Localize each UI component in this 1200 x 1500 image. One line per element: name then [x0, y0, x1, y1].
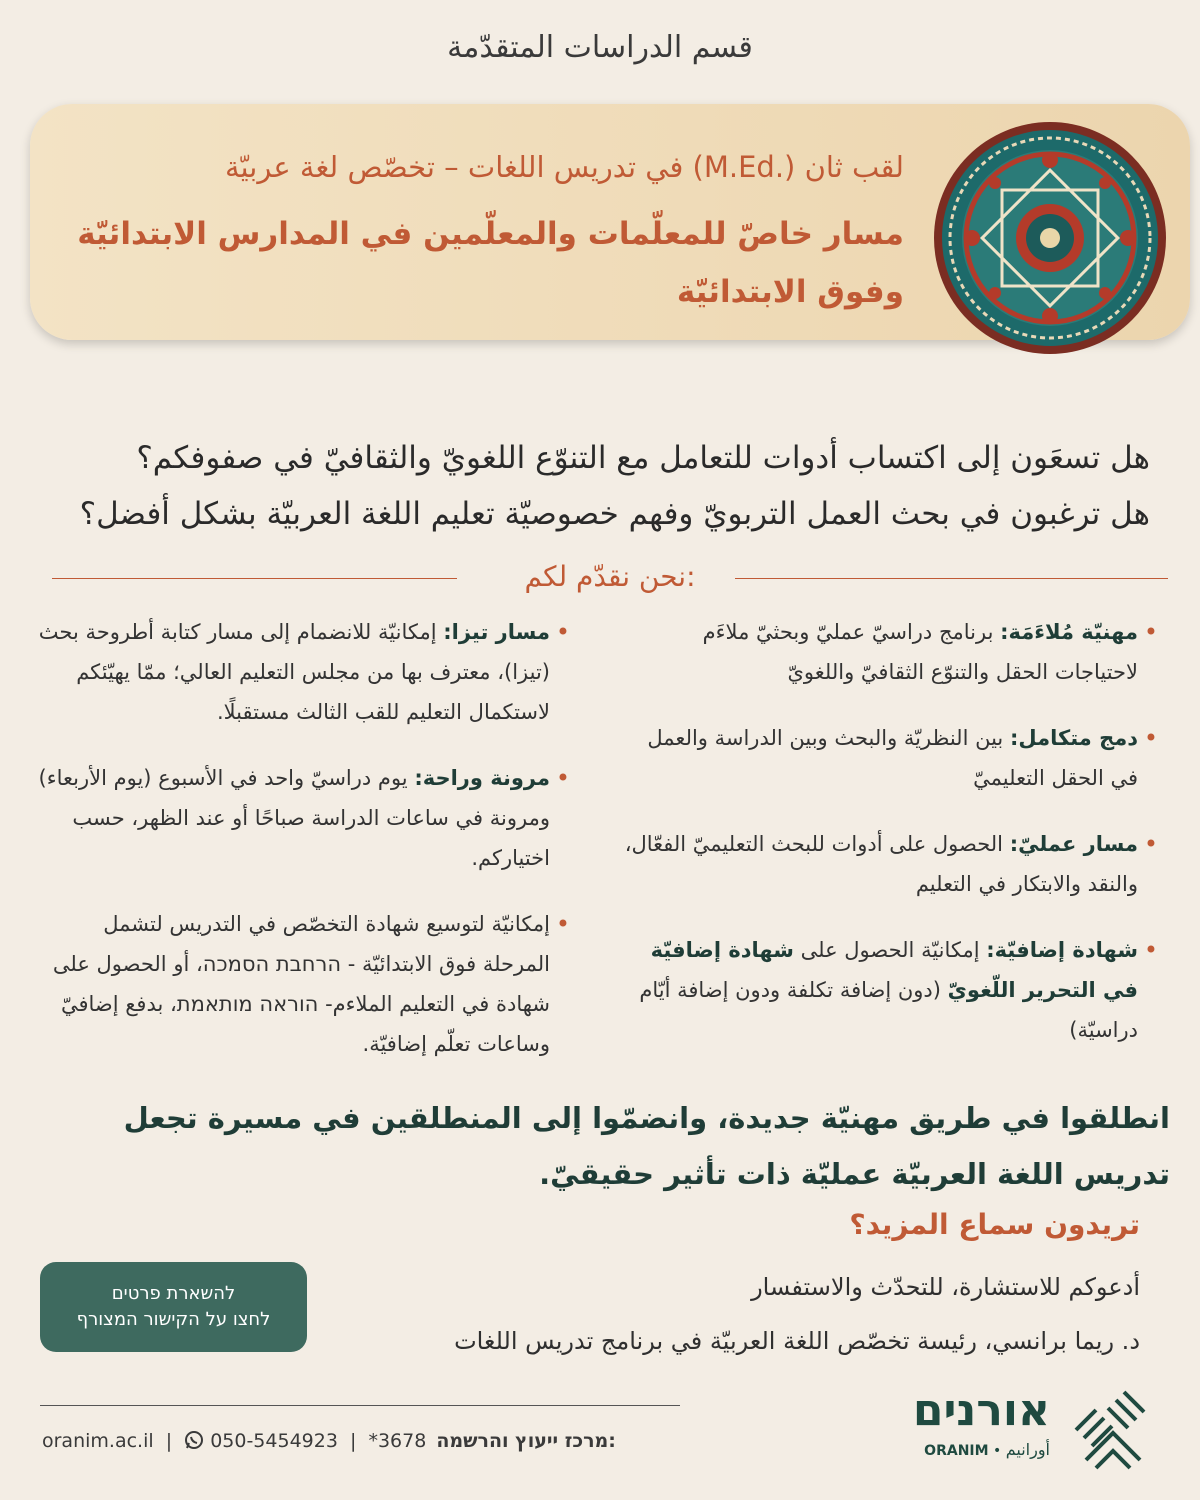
oranim-logo-icon [1066, 1390, 1160, 1472]
contact-button-line1: להשארת פרטים [111, 1283, 236, 1304]
logo-wordmark: אורנים [912, 1385, 1050, 1436]
bullet-label: دمج متكامل: [1009, 726, 1138, 750]
logo-dot: • [993, 1443, 1002, 1459]
bullet-text: برنامج دراسيّ عمليّ وبحثيّ ملاءَم لاحتياجات الحقل والتنوّع الثقافيّ واللغويّ [702, 620, 1138, 684]
bullet-text: (دون إضافة تكلفة ودون إضافة أيّام دراسيّة) [639, 978, 1138, 1042]
separator: | [165, 1430, 173, 1452]
offer-divider [52, 560, 1168, 600]
footer-contact [42, 1430, 712, 1452]
department-title: قسم الدراسات المتقدّمة [447, 30, 753, 65]
bullet-label: شهادة إضافيّة: [986, 938, 1138, 962]
contact-button-line2: לחצו על הקישור המצורף [76, 1309, 271, 1330]
more-info-question: تريدون سماع المزيد؟ [849, 1208, 1140, 1241]
list-item [30, 904, 570, 1064]
phone-number[interactable]: 050-5454923 [210, 1430, 338, 1452]
questions-block [40, 430, 1150, 542]
separator: | [349, 1430, 357, 1452]
program-subtitle: لقب ثان (.M.Ed) في تدريس اللغات – تخصّص لغة عربيّة [225, 150, 904, 184]
website-link[interactable]: oranim.ac.il [42, 1430, 154, 1452]
bullet-label: مرونة وراحة: [414, 766, 550, 790]
bullet-highlight: شهادة إضافيّة في التحرير اللّغويّ [650, 938, 1138, 1002]
list-item [30, 612, 570, 732]
bullet-text: إمكانيّة للانضمام إلى مسار كتابة أطروحة بحث (تيزا)، معترف بها من مجلس التعليم العالي؛ ممّا يهيّئكم لاستكمال التعليم للقب الثالث مستقبلًا. [38, 620, 550, 724]
bullet-label: مسار تيزا: [443, 620, 550, 644]
list-item [618, 930, 1158, 1050]
contact-button[interactable] [40, 1262, 307, 1352]
list-item [618, 824, 1158, 904]
question-1: هل تسعَون إلى اكتساب أدوات للتعامل مع التنوّع اللغويّ والثقافيّ في صفوفكم؟ [136, 440, 1150, 476]
invite-line-2: د. ريما برانسي، رئيسة تخصّص اللغة العربيّة في برنامج تدريس اللغات [454, 1327, 1140, 1355]
invite-line-1: أدعوكم للاستشارة، للتحدّث والاستفسار [751, 1273, 1140, 1301]
bullet-text: إمكانيّة الحصول على [800, 938, 980, 962]
center-label: מרכז ייעוץ והרשמה: [436, 1430, 616, 1452]
benefits-column-right [618, 612, 1158, 1076]
program-title [60, 205, 904, 321]
list-item [618, 718, 1158, 798]
logo-latin: ORANIM [924, 1443, 989, 1459]
bullet-label: مهنيّة مُلاءَمَة: [1000, 620, 1138, 644]
logo-subtitle [880, 1440, 1050, 1459]
bullet-text: بين النظريّة والبحث وبين الدراسة والعمل في الحقل التعليميّ [647, 726, 1138, 790]
whatsapp-icon [184, 1430, 204, 1450]
logo-arabic: أورانيم [1005, 1440, 1050, 1459]
invitation-block [330, 1260, 1140, 1368]
offer-title: نحن نقدّم لكم: [524, 560, 696, 593]
footer-divider [40, 1405, 680, 1406]
short-code: *3678 [368, 1430, 427, 1452]
question-2: هل ترغبون في بحث العمل التربويّ وفهم خصوصيّة تعليم اللغة العربيّة بشكل أفضل؟ [79, 496, 1150, 532]
benefits-column-left [30, 612, 570, 1090]
program-title-line2: وفوق الابتدائيّة [676, 274, 904, 310]
program-title-line1: مسار خاصّ للمعلّمات والمعلّمين في المدارس الابتدائيّة [77, 216, 904, 252]
call-to-action: انطلقوا في طريق مهنيّة جديدة، وانضمّوا إلى المنطلقين في مسيرة تجعل تدريس اللغة العربيّة عمليّة ذات تأثير حقيقيّ. [123, 1101, 1170, 1191]
bullet-text: إمكانيّة لتوسيع شهادة التخصّص في التدريس لتشمل المرحلة فوق الابتدائيّة - הרחבת הסמכה، أو الحصول على شهادة في التعليم الملاءم- הוראה מותאמת، بدفع إضافيّ وساعات تعلّم إضافيّة. [52, 912, 550, 1056]
bullet-text: الحصول على أدوات للبحث التعليميّ الفعّال، والنقد والابتكار في التعليم [624, 832, 1138, 896]
list-item [30, 758, 570, 878]
list-item [618, 612, 1158, 692]
bullet-text: يوم دراسيّ واحد في الأسبوع (يوم الأربعاء) ومرونة في ساعات الدراسة صباحًا أو عند الظهر، حسب اختياركم. [38, 766, 550, 870]
bullet-label: مسار عمليّ: [1009, 832, 1138, 856]
ornamental-plate-icon [932, 120, 1168, 356]
